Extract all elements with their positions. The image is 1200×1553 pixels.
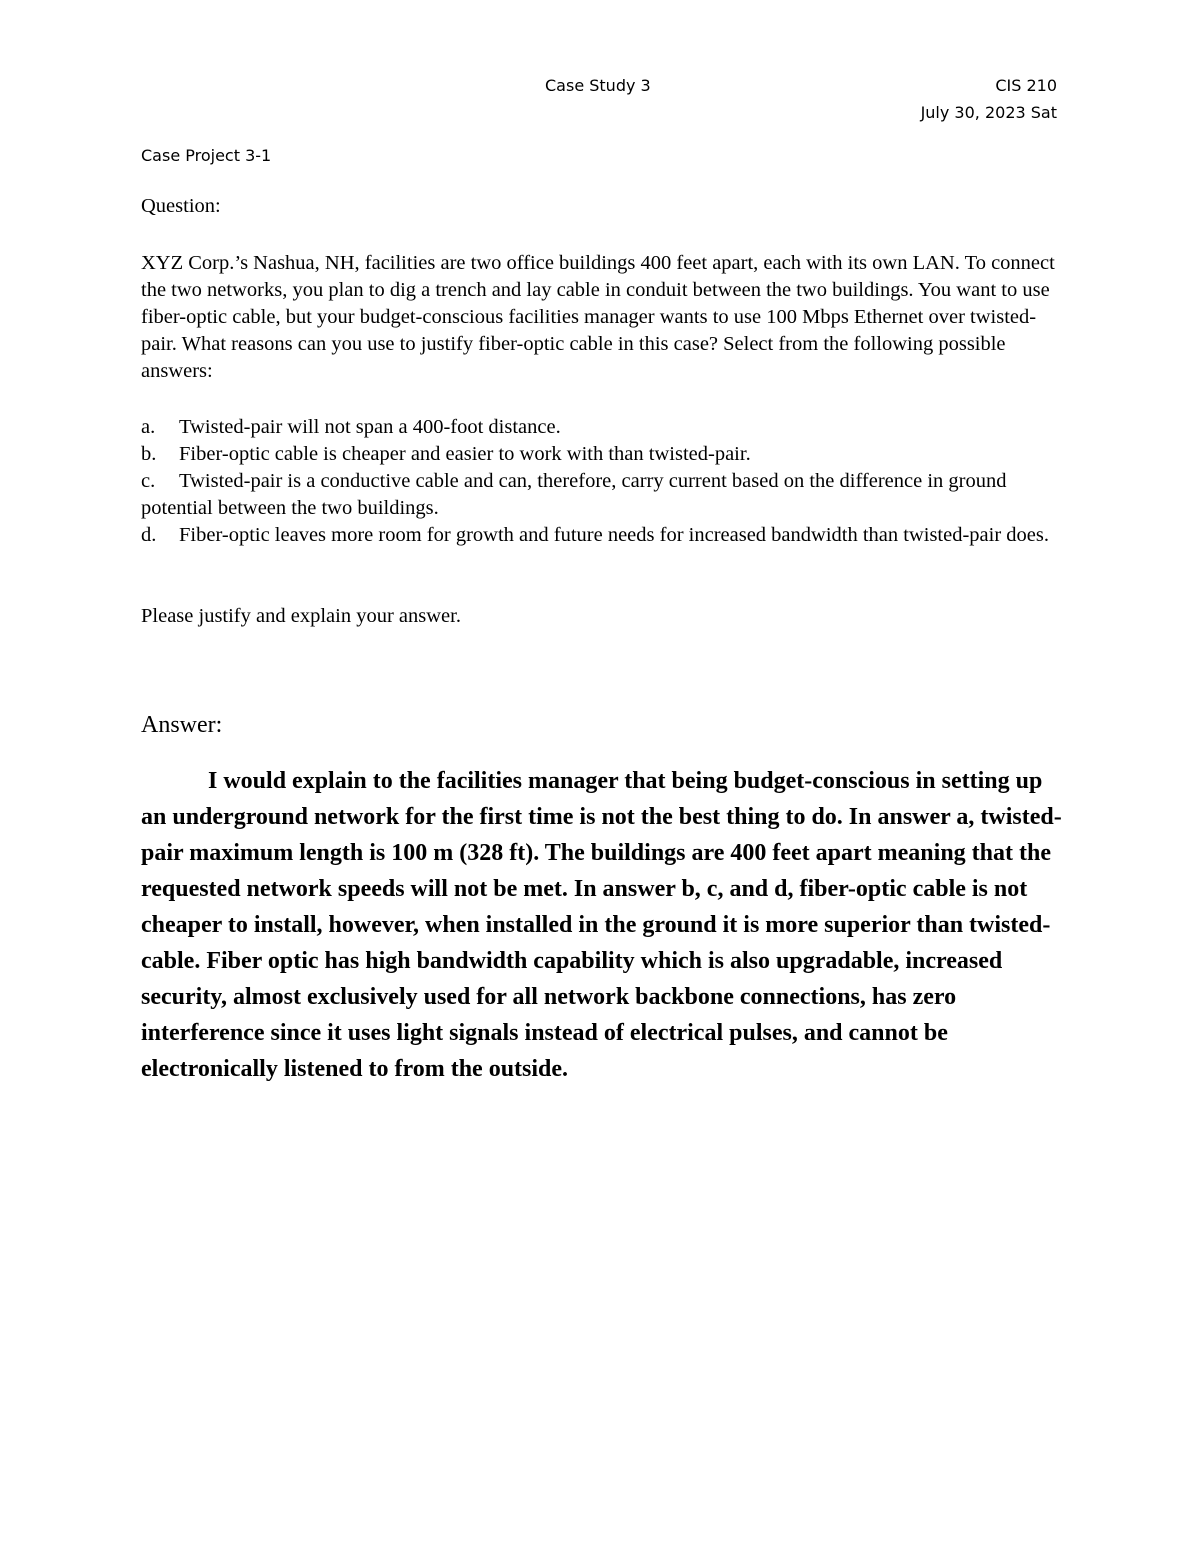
option-text: Fiber-optic cable is cheaper and easier to work with than twisted-pair. <box>179 443 751 465</box>
option-a <box>141 414 1066 441</box>
option-letter: c. <box>141 470 156 492</box>
case-project-heading: Case Project 3-1 <box>141 146 272 165</box>
header-date: July 30, 2023 Sat <box>920 103 1057 122</box>
option-text: Fiber-optic leaves more room for growth and future needs for increased bandwidth than twisted-pair does. <box>179 524 1049 546</box>
header-title: Case Study 3 <box>545 76 651 95</box>
answer-label: Answer: <box>141 712 223 738</box>
option-d <box>141 522 1066 549</box>
option-letter: b. <box>141 443 157 465</box>
option-text: Twisted-pair will not span a 400-foot distance. <box>179 416 561 438</box>
header-course: CIS 210 <box>995 76 1057 95</box>
option-text: Twisted-pair is a conductive cable and can, therefore, carry current based on the difference in ground potential between the two buildings. <box>141 470 1007 519</box>
answer-options-list <box>141 414 1066 549</box>
question-label: Question: <box>141 195 221 217</box>
justify-instruction: Please justify and explain your answer. <box>141 605 461 627</box>
option-b <box>141 441 1066 468</box>
option-c <box>141 468 1066 522</box>
question-paragraph: XYZ Corp.’s Nashua, NH, facilities are two office buildings 400 feet apart, each with its own LAN. To connect the two networks, you plan to dig a trench and lay cable in conduit between the two buildings. You want to use fiber-optic cable, but your budget-conscious facilities manager wants to use 100 Mbps Ethernet over twisted-pair. What reasons can you use to justify fiber-optic cable in this case? Select from the following possible answers: <box>141 252 1055 382</box>
answer-paragraph: I would explain to the facilities manager that being budget-conscious in setting up an underground network for the first time is not the best thing to do. In answer a, twisted-pair maximum length is 100 m (328 ft). The buildings are 400 feet apart meaning that the requested network speeds will not be met. In answer b, c, and d, fiber-optic cable is not cheaper to install, however, when installed in the ground it is more superior than twisted-cable. Fiber optic has high bandwidth capability which is also upgradable, increased security, almost exclusively used for all network backbone connections, has zero interference since it uses light signals instead of electrical pulses, and cannot be electronically listened to from the outside. <box>141 768 1062 1082</box>
option-letter: d. <box>141 524 157 546</box>
option-letter: a. <box>141 416 156 438</box>
